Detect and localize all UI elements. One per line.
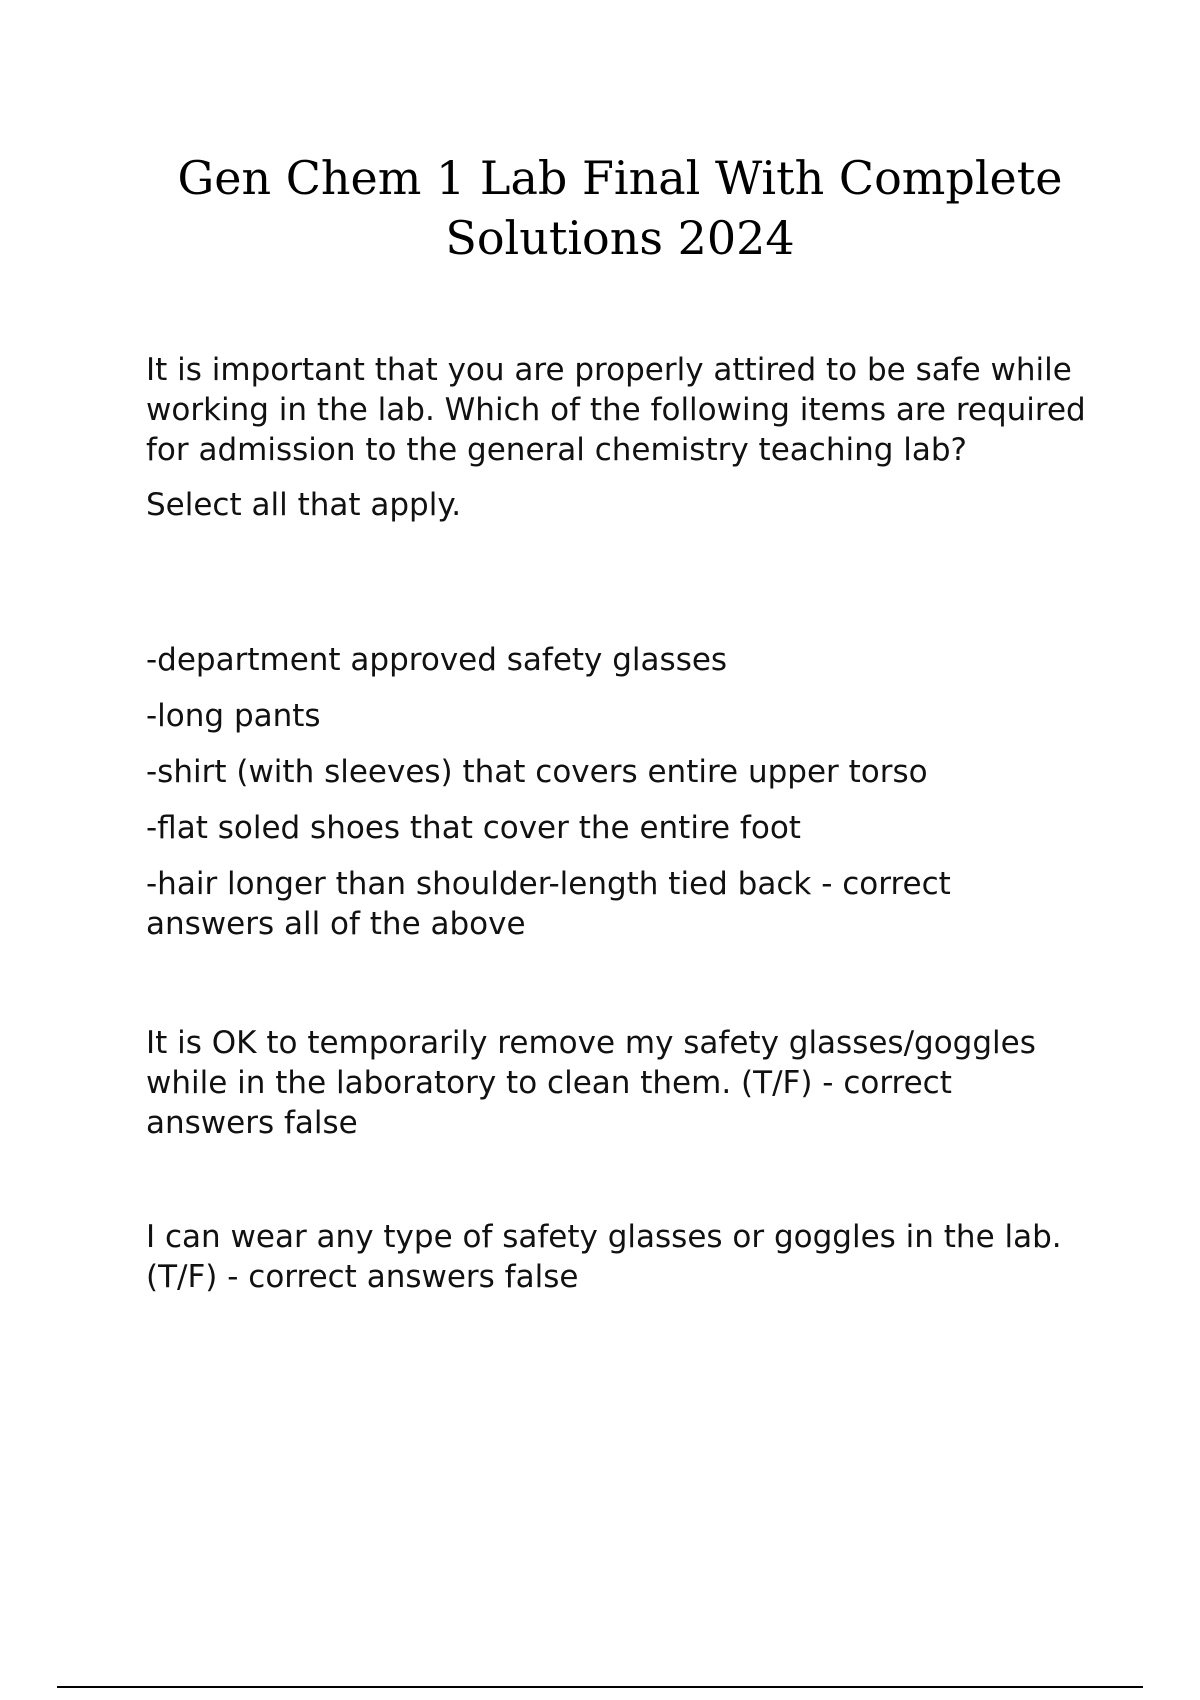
option-item: -hair longer than shoulder-length tied back - correct answers all of the above [146, 866, 951, 942]
question-1-prompt: It is important that you are properly attired to be safe while working in the lab. Which of the following items are required for admission to the general chemistry teaching lab? [146, 352, 1086, 468]
question-2 [146, 1023, 1086, 1143]
option-item: -flat soled shoes that cover the entire foot [146, 810, 801, 846]
page-title [150, 148, 1090, 268]
title-line-2: Solutions 2024 [445, 211, 795, 265]
question-1-instruction: Select all that apply. [146, 487, 462, 523]
option-item: -department approved safety glasses [146, 642, 728, 678]
question-1 [146, 350, 1086, 525]
option-item: -long pants [146, 698, 321, 734]
title-line-1: Gen Chem 1 Lab Final With Complete [177, 151, 1063, 205]
footer-divider [57, 1686, 1143, 1688]
option-item: -shirt (with sleeves) that covers entire upper torso [146, 754, 928, 790]
question-3 [146, 1217, 1086, 1297]
question-3-prompt: I can wear any type of safety glasses or goggles in the lab. (T/F) - correct answers false [146, 1219, 1062, 1295]
question-1-options [146, 640, 1086, 960]
question-2-prompt: It is OK to temporarily remove my safety glasses/goggles while in the laboratory to clean them. (T/F) - correct answers false [146, 1025, 1036, 1141]
